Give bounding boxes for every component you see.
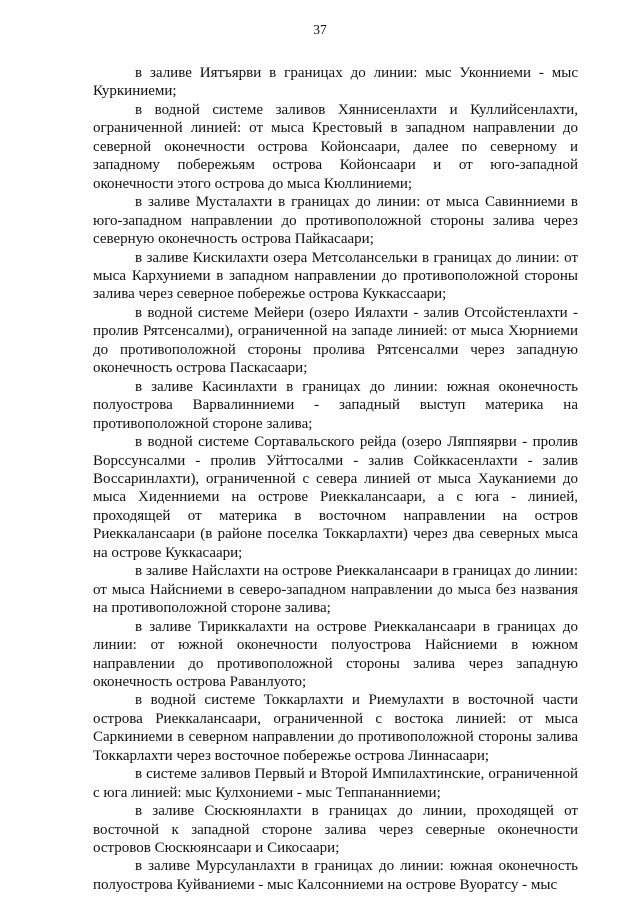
paragraph: в заливе Кискилахти озера Метсолансельки в границах до линии: от мыса Кархуниеми в западном направлении до противоположной стороны залива через северное побережье острова Куккассаари; bbox=[93, 249, 578, 303]
paragraph: в водной системе заливов Хяннисенлахти и Куллийсенлахти, ограниченной линией: от мыса Крестовый в западном направлении до северной оконечности острова Койонсаари, далее по северному и западному побережьям острова Койонсаари и от юго-западной оконечности этого острова до мыса Кюллиниеми; bbox=[93, 101, 578, 192]
document-body bbox=[93, 64, 578, 894]
paragraph: в водной системе Токкарлахти и Риемулахти в восточной части острова Риеккалансаари, ограниченной с востока линией: от мыса Саркиниеми в северном направлении до противоположной стороны залива Токкарлахти через восточное побережье острова Линнасаари; bbox=[93, 692, 578, 764]
paragraph: в заливе Сюскюянлахти в границах до линии, проходящей от восточной к западной стороне залива через северные оконечности островов Сюскюянсаари и Сикосаари; bbox=[93, 803, 578, 857]
paragraph: в заливе Иятъярви в границах до линии: мыс Уконниеми - мыс Куркиниеми; bbox=[93, 65, 578, 100]
page-number: 37 bbox=[313, 22, 327, 37]
paragraph: в заливе Мусталахти в границах до линии: от мыса Савинниеми в юго-западном направлении до противоположной стороны залива через северную оконечность острова Пайкасаари; bbox=[93, 194, 578, 248]
paragraph: в заливе Касинлахти в границах до линии: южная оконечность полуострова Варвалинниеми - западный выступ материка на противоположной стороне залива; bbox=[93, 378, 578, 432]
paragraph: в водной системе Мейери (озеро Иялахти - залив Отсойстенлахти - пролив Рятсенсалми), ограниченной на западе линией: от мыса Хюрниеми до противоположной стороны пролива Рятсенсалми через западную оконечность острова Паскасаари; bbox=[93, 304, 578, 377]
paragraph: в заливе Найслахти на острове Риеккалансаари в границах до линии: от мыса Найсниеми в северо-западном направлении до мыса без названия на противоположной стороне залива; bbox=[93, 563, 578, 617]
paragraph: в системе заливов Первый и Второй Импилахтинские, ограниченной с юга линией: мыс Кулхониеми - мыс Теппананниеми; bbox=[93, 766, 578, 801]
paragraph: в заливе Тириккалахти на острове Риеккалансаари в границах до линии: от южной оконечности полуострова Найсниеми в южном направлении до противоположной стороны залива через западную оконечность острова Раванлуото; bbox=[93, 618, 578, 690]
paragraph: в водной системе Сортавальского рейда (озеро Ляппяярви - пролив Ворссунсалми - пролив Уйттосалми - залив Сойккасенлахти - залив Воссаринлахти), ограниченной с севера линией от мыса Хауканиеми до мыса Хиденниеми на острове Риеккалансаари, а с юга - линией, проходящей от материка в восточном направлении на остров Риеккалансаари (в районе поселка Токкарлахти) через два северных мыса на острове Куккасаари; bbox=[93, 434, 578, 561]
paragraph: в заливе Мурсуланлахти в границах до линии: южная оконечность полуострова Куйваниеми - мыс Калсонниеми на острове Вуоратсу - мыс bbox=[93, 858, 578, 893]
